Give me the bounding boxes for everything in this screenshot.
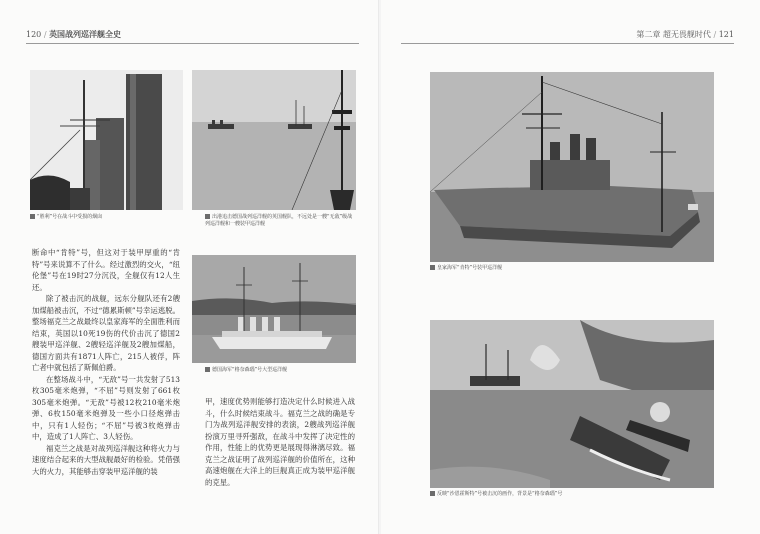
caption-photo-funnels: “胜利”号在战斗中受损的烟囱	[30, 214, 183, 221]
text-column-2	[205, 396, 355, 488]
caption-photo-gneisenau: 德国海军“格奈森瑙”号大型巡洋舰	[205, 367, 355, 374]
photo-kent	[430, 72, 714, 262]
right-header-rule	[401, 43, 734, 44]
left-page-number: 120	[26, 30, 42, 39]
photo-gneisenau	[192, 255, 356, 363]
caption-photo-fleet: 出港追击德国战列巡洋舰的英国舰队，不远处是一艘“无敌”级战列巡洋舰和一艘装甲巡洋舰	[205, 214, 353, 227]
photo-funnels	[30, 70, 183, 210]
paragraph: 甲，速度优势则能够打造决定什么时候进入战斗，什么时候结束战斗。福克兰之战的确是专门为战列巡洋舰安排的表演，2艘战列巡洋舰扮演万里寻歼强敌，在战斗中发挥了决定性的作用，性能上的优势更是展现得淋漓尽致。福克兰之战证明了战列巡洋舰的价值所在，这种高速炮舰在大洋上的巨舰真正成为装甲巡洋舰的克星。	[205, 397, 355, 487]
right-header: 第二章 超无畏舰时代 / 121	[636, 30, 734, 39]
text-column-1	[32, 247, 180, 477]
chapter-title: 第二章 超无畏舰时代	[636, 30, 711, 39]
left-header: 120 / 英国战列巡洋舰全史	[26, 30, 122, 39]
photo-painting	[430, 320, 714, 488]
book-title: 英国战列巡洋舰全史	[49, 30, 122, 39]
paragraph: 在整场战斗中，“无敌”号一共发射了513枚305毫米炮弹，“不屈”号则发射了661枚305毫米炮弹。“无敌”号被12枚210毫米炮弹、6枚150毫米炮弹及一些小口径炮弹击中，只有1人轻伤；“不屈”号被3枚炮弹击中，造成了1人阵亡、3人轻伤。	[32, 374, 180, 441]
right-page-number: 121	[718, 30, 734, 39]
caption-photo-painting: 反映“沙恩霍斯特”号被击沉的画作，背景是“格奈森瑙”号	[430, 491, 714, 498]
paragraph: 断命中“肯特”号，但这对于装甲厚重的“肯特”号来说算不了什么。经过激烈的交火，“纽伦堡”号在19时27分沉没，全舰仅有12人生还。	[32, 248, 180, 292]
left-page	[0, 0, 379, 534]
photo-fleet	[192, 70, 356, 210]
paragraph: 福克兰之战是对战列巡洋舰这种将火力与速度结合起来的大型战舰最好的检验。凭借强大的火力，其能够击穿装甲巡洋舰的装	[32, 443, 180, 476]
left-header-rule	[26, 43, 359, 44]
caption-photo-kent: 皇家海军“肯特”号装甲巡洋舰	[430, 265, 714, 272]
paragraph: 除了被击沉的战舰，远东分舰队还有2艘加煤船被击沉，不过“德累斯顿”号幸运逃脱。整场福克兰之战最终以皇家海军的全面胜利而结束，英国以10死19伤的代价击沉了德国2艘装甲巡洋舰、2艘轻巡洋舰及2艘加煤船，德国方面共有1871人阵亡，215人被俘，阵亡者中就包括了斯佩伯爵。	[32, 294, 180, 372]
right-page	[381, 0, 760, 534]
